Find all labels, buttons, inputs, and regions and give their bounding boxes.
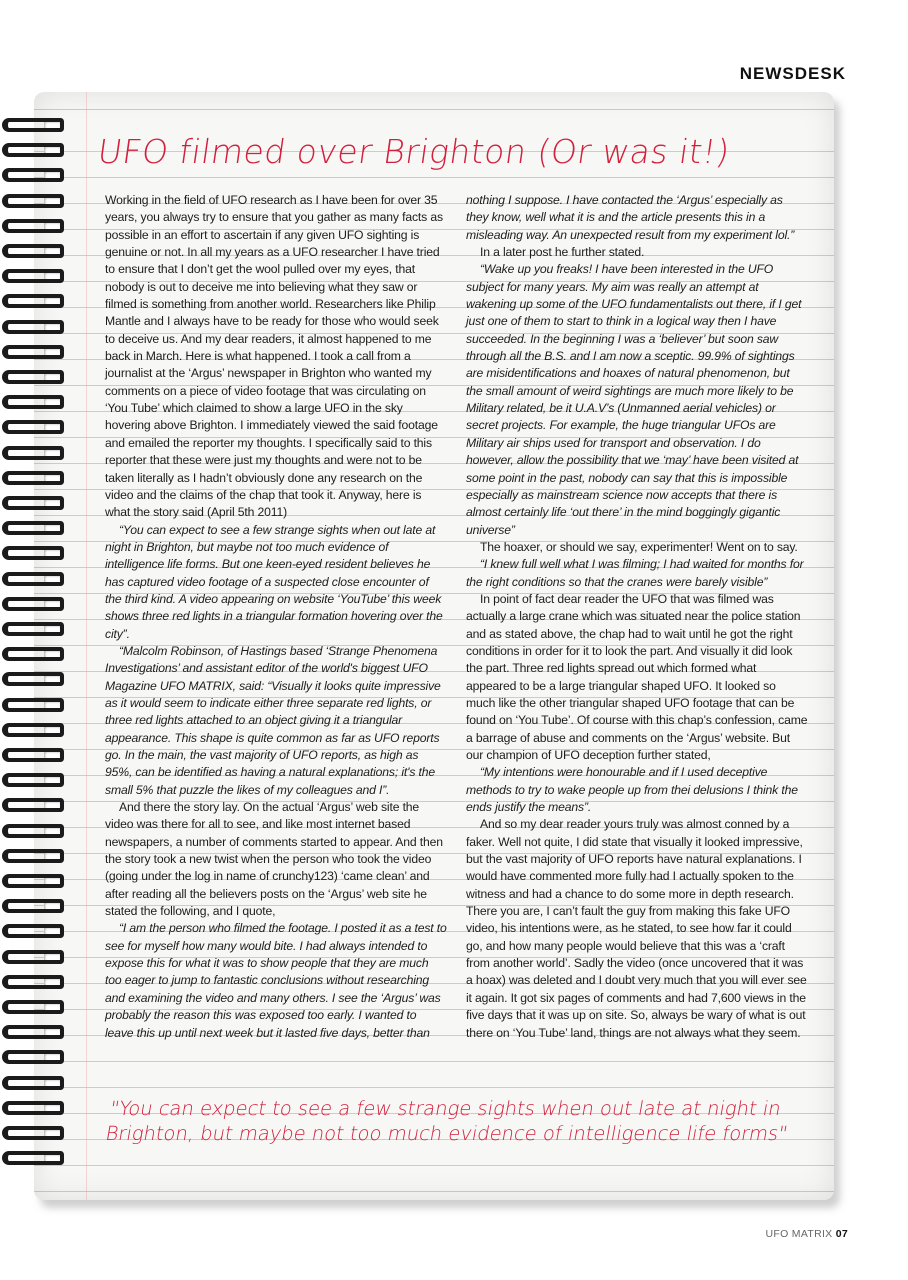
spiral-ring (2, 849, 64, 863)
article-title: UFO filmed over Brighton (Or was it!) (95, 132, 733, 171)
article-paragraph: And so my dear reader yours truly was almost conned by a faker. Well not quite, I did state that visually it looked impressive, but the vast majority of UFO reports have natural explanations. I would have commented more fully had I actually spoken to the witness and had a chance to do some more in depth research. There you are, I can’t fault the guy from making this fake UFO video, his intentions were, as he stated, to see how far it could go, and how many people would believe that this was a ‘craft from another world’. Sadly the video (once uncovered that it was a hoax) was deleted and I doubt very much that you will ever see it again. It got six pages of comments and had 7,600 views in the five days that it was up on site. So, always be wary of what is out there on ‘You Tube’ land, things are not always what they seem. (466, 817, 807, 1040)
spiral-ring (2, 672, 64, 686)
article-paragraph: In a later post he further stated. (480, 245, 645, 260)
spiral-ring (2, 924, 64, 938)
article-paragraph: In point of fact dear reader the UFO that was filmed was actually a large crane which was situated near the police station and as stated above, the chap had to wait until he got the right conditions in order for it to look the part. And visually it did look the part. Three red lights spread out which formed what appeared to be a large triangular shaped UFO. It looked so much like the other triangular shaped UFO footage that can be found on ‘You Tube’. Of course with this chap’s confession, came a barrage of abuse and comments on the ‘Argus’ website. But our champion of UFO deception further stated, (466, 591, 808, 762)
spiral-ring (2, 143, 64, 157)
spiral-ring (2, 698, 64, 712)
spiral-ring (2, 521, 64, 535)
spiral-ring (2, 420, 64, 434)
spiral-ring (2, 723, 64, 737)
spiral-ring (2, 194, 64, 208)
spiral-ring (2, 1000, 64, 1014)
spiral-ring (2, 950, 64, 964)
spiral-ring (2, 118, 64, 132)
spiral-binding (0, 118, 70, 1178)
spiral-ring (2, 219, 64, 233)
spiral-ring (2, 748, 64, 762)
spiral-ring (2, 773, 64, 787)
margin-line (86, 92, 87, 1200)
spiral-ring (2, 496, 64, 510)
spiral-ring (2, 269, 64, 283)
spiral-ring (2, 597, 64, 611)
article-paragraph: “I am the person who filmed the footage. I posted it as a test to see for myself how many would bite. I had always intended to expose this for what it was to show people that they are much too eager to jump to fantastic conclusions without researching and examining the video and many others. I see the ‘Argus’ was probably the reason this was exposed too early. I wanted to leave this up until next week but it lasted five days, better than (105, 921, 447, 1040)
article-paragraph: “I knew full well what I was filming; I had waited for months for the right conditions so that the cranes were barely visible” (466, 557, 804, 589)
spiral-ring (2, 622, 64, 636)
spiral-ring (2, 320, 64, 334)
page-footer (766, 1228, 848, 1240)
spiral-ring (2, 899, 64, 913)
spiral-ring (2, 975, 64, 989)
article-paragraph: And there the story lay. On the actual ‘Argus’ web site the video was there for all to see, and like most internet based newspapers, a number of comments started to appear. And then the story took a new twist when the person who took the video (going under the log in name of crunchy123) ‘came clean’ and after reading all the believers posts on the ‘Argus’ web site he stated the following, and I quote, (105, 800, 443, 919)
spiral-ring (2, 244, 64, 258)
spiral-ring (2, 370, 64, 384)
spiral-ring (2, 1050, 64, 1064)
section-label: NEWSDESK (739, 64, 846, 83)
spiral-ring (2, 546, 64, 560)
spiral-ring (2, 471, 64, 485)
spiral-ring (2, 168, 64, 182)
spiral-ring (2, 1126, 64, 1140)
spiral-ring (2, 294, 64, 308)
spiral-ring (2, 647, 64, 661)
article-paragraph: The hoaxer, or should we say, experimenter! Went on to say. (480, 539, 798, 554)
spiral-ring (2, 824, 64, 838)
spiral-ring (2, 1025, 64, 1039)
spiral-ring (2, 446, 64, 460)
spiral-ring (2, 1076, 64, 1090)
article-paragraph: “My intentions were honourable and if I used deceptive methods to try to wake people up from thei delusions I think the ends justify the means”. (466, 765, 798, 815)
article-paragraph: “You can expect to see a few strange sights when out late at night in Brighton, but maybe not too much evidence of intelligence life forms. But one keen-eyed resident believes he has captured video footage of a suspected close encounter of the third kind. A video appearing on website ‘YouTube’ this week shows three red lights in a triangular formation hovering over the city”. (105, 522, 443, 641)
page-number: 07 (835, 1228, 848, 1240)
article-paragraph: “Wake up you freaks! I have been interested in the UFO subject for many years. My aim was really an attempt at wakening up some of the UFO fundamentalists out there, if I get just one of them to start to think in a logical way then I have succeeded. In the beginning I was a ‘believer’ but soon saw through all the B.S. and I am now a sceptic. 99.9% of sightings are misidentifications and hoaxes of natural phenomenon, but the small amount of weird sightings are much more likely to be Military related, be it U.A.V’s (Unmanned aerial vehicles) or secret projects. For example, the huge triangular UFOs are Military air ships used for transport and observation. I do however, allow the possibility that we ‘may’ have been visited at some point in the past, nobody can say that this is impossible especially as mainstream science now accepts that there is almost certainly life ‘out there’ in the mind boggingly gigantic universe” (466, 262, 802, 537)
article-paragraph: “Malcolm Robinson, of Hastings based ‘Strange Phenomena Investigations’ and assistant editor of the world's biggest UFO Magazine UFO MATRIX, said: “Visually it looks quite impressive as it would seem to indicate either three separate red lights, or three red lights attached to an object giving it a triangular appearance. This shape is quite common as far as UFO reports go. In the main, the vast majority of UFO reports, as high as 95%, can be identified as having a natural explanations; it's the small 5% that puzzle the likes of my colleagues and I”. (105, 643, 441, 797)
spiral-ring (2, 395, 64, 409)
spiral-ring (2, 1151, 64, 1165)
magazine-name: UFO MATRIX (765, 1228, 833, 1240)
article-column-left (105, 192, 447, 1042)
pull-quote: "You can expect to see a few strange sights when out late at night in Brighton, but maybe not too much evidence of intelligence life forms" (103, 1097, 790, 1145)
article-paragraph: nothing I suppose. I have contacted the ‘Argus’ especially as they know, well what it is and the article presents this in a misleading way. An unexpected result from my experiment lol.” (466, 193, 795, 242)
spiral-ring (2, 798, 64, 812)
article-paragraph: Working in the field of UFO research as I have been for over 35 years, you always try to ensure that you gather as many facts as possible in an effort to ascertain if any given UFO sighting is genuine or not. In all my years as a UFO researcher I have tried to ensure that I don’t get the wool pulled over my eyes, that nobody is out to deceive me into believing what they saw or filmed is something from another world. Researchers like Philip Mantle and I always have to be ready for those who would seek to deceive us. And my dear readers, it almost happened to me back in March. Here is what happened. I took a call from a journalist at the ‘Argus’ newspaper in Brighton who wanted my comments on a piece of video footage that was circulating on ‘You Tube’ which claimed to show a large UFO in the sky hovering above Brighton. I immediately viewed the said footage and emailed the reporter my thoughts. I specifically said to this reporter that these were just my thoughts and were not to be taken literally as I hadn’t obviously done any research on the video and the claims of the chap that took it. Anyway, here is what the story said (April 5th 2011) (105, 193, 443, 520)
article-column-right (466, 192, 808, 1042)
spiral-ring (2, 1101, 64, 1115)
spiral-ring (2, 874, 64, 888)
spiral-ring (2, 345, 64, 359)
spiral-ring (2, 572, 64, 586)
